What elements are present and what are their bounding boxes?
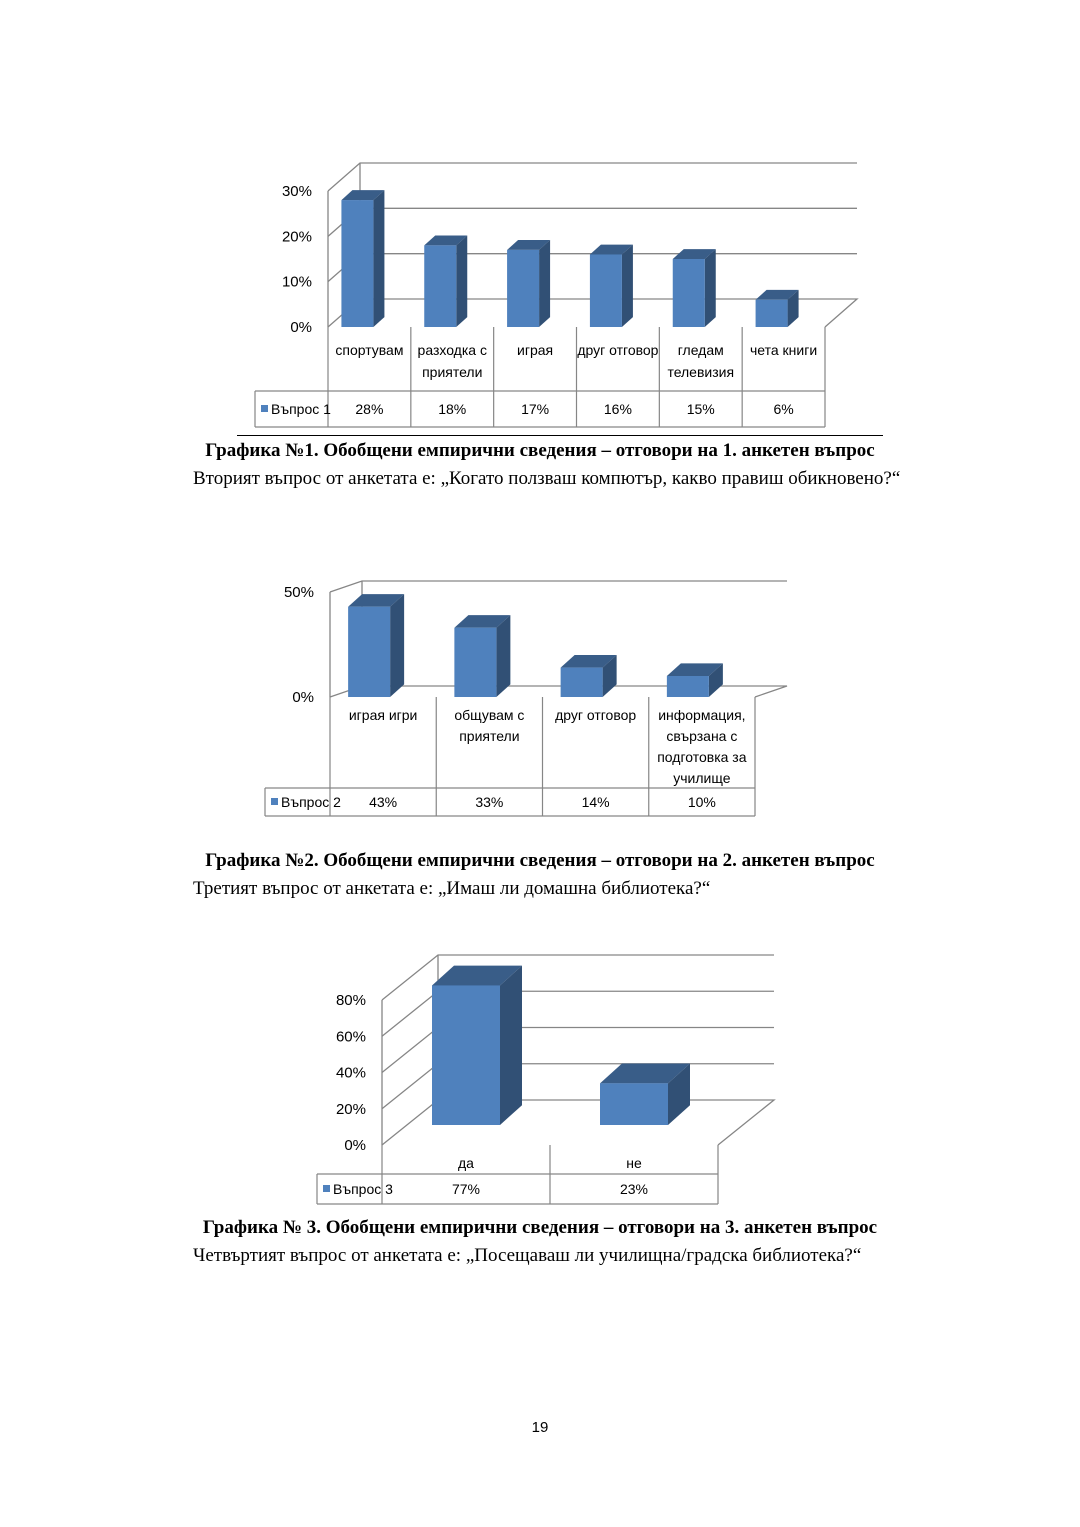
bar-side-face <box>500 966 522 1125</box>
data-label: 33% <box>475 794 504 810</box>
bar-front-face <box>756 300 788 327</box>
bar-4 <box>667 663 723 697</box>
chart-3-caption: Графика № 3. Обобщени емпирични сведения – отговори на 3. анкетен въпрос <box>202 1217 878 1238</box>
y-tick-label: 80% <box>335 992 366 1009</box>
category-label: разходка с <box>417 342 487 358</box>
bar-side-face <box>390 594 404 697</box>
legend-swatch <box>323 1185 330 1192</box>
chart-2-caption: Графика №2. Обобщени емпирични сведения – отговори на 2. анкетен въпрос <box>205 850 875 871</box>
y-tick-label: 0% <box>344 1137 366 1154</box>
bar-front-face <box>561 668 603 697</box>
data-label: 43% <box>369 794 398 810</box>
bar-front-face <box>341 200 373 327</box>
data-label: 17% <box>521 401 550 417</box>
chart-1-responses-question-1 <box>230 145 870 435</box>
legend-swatch <box>261 405 268 412</box>
bar-side-face <box>373 190 384 327</box>
paragraph-question-3: Третият въпрос от анкетата е: „Имаш ли домашна библиотека?“ <box>193 878 711 899</box>
y-tick-label: 0% <box>292 689 314 706</box>
chart-3-responses-question-3 <box>300 918 790 1210</box>
data-label: 16% <box>603 401 632 417</box>
bar-6 <box>756 290 799 327</box>
category-label: играя <box>517 342 554 358</box>
bar-front-face <box>454 628 496 697</box>
category-label: информация, <box>658 707 746 723</box>
paragraph-question-4: Четвъртият въпрос от анкетата е: „Посещаваш ли училищна/градска библиотека?“ <box>193 1245 862 1266</box>
y-tick-label: 10% <box>281 273 312 291</box>
bar-side-face <box>705 249 716 327</box>
y-tick-label: 20% <box>335 1100 366 1118</box>
y-tick-label: 50% <box>283 584 314 601</box>
bar-front-face <box>673 259 705 327</box>
category-label: не <box>626 1155 642 1171</box>
category-label: друг отговор <box>555 707 637 723</box>
bar-side-face <box>496 615 510 697</box>
category-label: подготовка за <box>657 749 747 765</box>
bar-5 <box>673 249 716 327</box>
bar-front-face <box>432 985 500 1125</box>
category-label: да <box>458 1155 474 1171</box>
paragraph-question-2: Вторият въпрос от анкетата е: „Когато ползваш компютър, какво правиш обикновено?“ <box>193 468 901 489</box>
bar-1 <box>348 594 404 697</box>
category-label: приятели <box>422 364 483 380</box>
legend-label: Въпрос 3 <box>333 1181 393 1197</box>
legend-label: Въпрос 1 <box>271 401 331 417</box>
bar-4 <box>590 245 633 327</box>
page-number: 19 <box>531 1419 549 1436</box>
data-label: 14% <box>581 794 610 810</box>
bar-1 <box>341 190 384 327</box>
category-label: друг отговор <box>577 342 659 358</box>
chart-2-responses-question-2 <box>255 540 810 825</box>
bar-3 <box>561 655 617 697</box>
bar-front-face <box>507 250 539 327</box>
data-label: 6% <box>773 401 794 417</box>
bar-front-face <box>348 607 390 697</box>
legend-swatch <box>271 798 278 805</box>
bar-2 <box>454 615 510 697</box>
data-label: 18% <box>438 401 467 417</box>
y-tick-label: 40% <box>335 1064 366 1082</box>
bar-front-face <box>667 676 709 697</box>
bar-front-face <box>424 245 456 327</box>
category-label: училище <box>673 770 731 786</box>
category-label: приятели <box>459 728 520 744</box>
bar-1 <box>432 966 522 1125</box>
y-tick-label: 20% <box>281 228 312 246</box>
category-label: общувам с <box>454 707 525 723</box>
gridline <box>328 208 857 236</box>
bar-front-face <box>600 1083 668 1125</box>
category-label: чета книги <box>750 342 818 358</box>
data-label: 28% <box>355 401 384 417</box>
category-label: свързана с <box>666 728 738 744</box>
chart-1-bottom-rule <box>237 435 883 436</box>
y-tick-label: 0% <box>290 319 312 336</box>
bar-2 <box>600 1064 690 1125</box>
category-label: гледам <box>677 342 724 358</box>
gridline <box>330 581 787 592</box>
chart-1-caption: Графика №1. Обобщени емпирични сведения – отговори на 1. анкетен въпрос <box>205 440 875 461</box>
category-label: телевизия <box>667 364 735 380</box>
bar-2 <box>424 236 467 328</box>
bar-3 <box>507 240 550 327</box>
data-label: 23% <box>619 1181 649 1197</box>
legend-label: Въпрос 2 <box>281 794 341 810</box>
bar-side-face <box>456 236 467 328</box>
gridline <box>328 163 857 191</box>
category-label: спортувам <box>335 342 404 358</box>
data-label: 15% <box>686 401 715 417</box>
y-tick-label: 30% <box>281 183 312 200</box>
data-label: 10% <box>687 794 716 810</box>
bar-side-face <box>539 240 550 327</box>
data-label: 77% <box>451 1181 481 1197</box>
category-label: играя игри <box>348 707 418 723</box>
bar-side-face <box>622 245 633 327</box>
bar-front-face <box>590 254 622 327</box>
y-tick-label: 60% <box>335 1028 366 1046</box>
